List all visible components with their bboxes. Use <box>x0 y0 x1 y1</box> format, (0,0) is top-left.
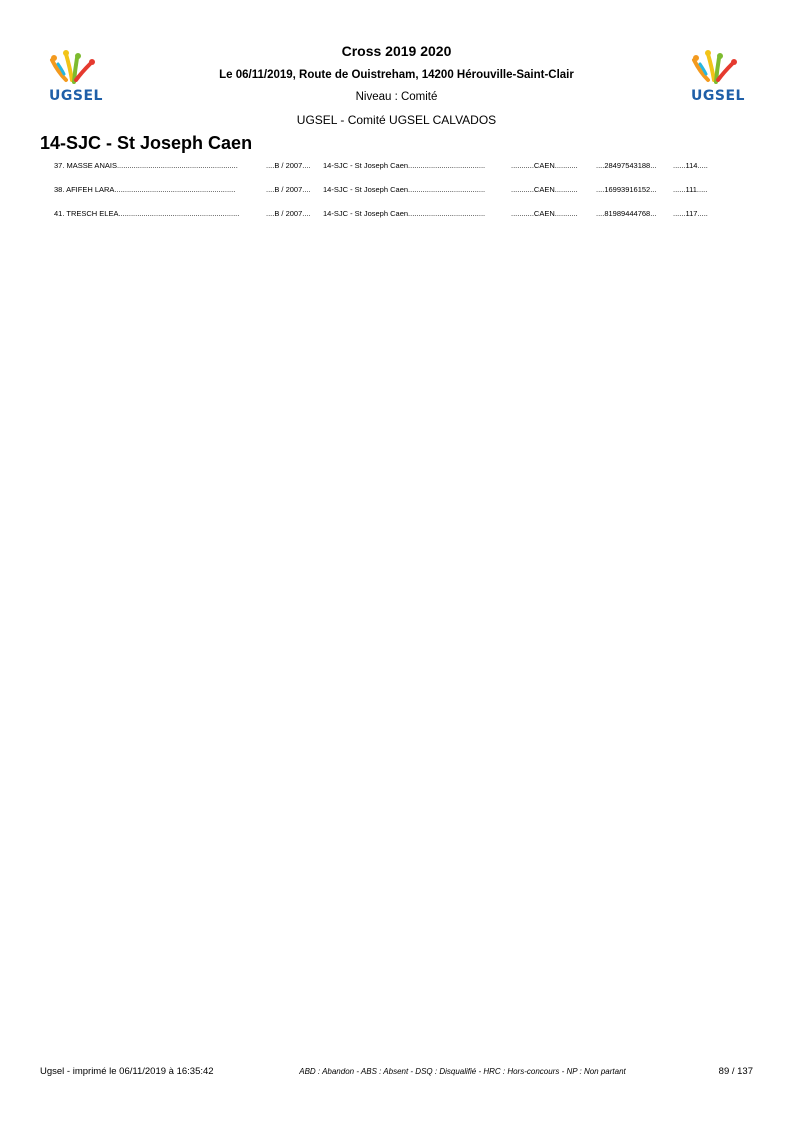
participant-name: 38. AFIFEH LARA.......................................................... <box>54 185 236 194</box>
participant-city: ...........CAEN........... <box>511 185 578 194</box>
participant-club: 14-SJC - St Joseph Caen..................................... <box>323 185 486 194</box>
participant-name: 37. MASSE ANAIS.......................................................... <box>54 161 238 170</box>
participant-name: 41. TRESCH ELEA.......................................................... <box>54 209 240 218</box>
participant-club: 14-SJC - St Joseph Caen..................................... <box>323 161 486 170</box>
participant-licence: ....81989444768... <box>596 209 657 218</box>
participant-club: 14-SJC - St Joseph Caen..................................... <box>323 209 486 218</box>
participant-licence: ....28497543188... <box>596 161 657 170</box>
participant-list <box>0 158 793 230</box>
participant-number: ......117..... <box>673 209 708 218</box>
event-level: Niveau : Comité <box>355 91 438 103</box>
event-organisation: UGSEL - Comité UGSEL CALVADOS <box>296 113 497 127</box>
ugsel-logo-text: UGSEL <box>691 88 745 104</box>
participant-row <box>0 182 793 206</box>
event-date-location: Le 06/11/2019, Route de Ouistreham, 14200 Hérouville-Saint-Clair <box>219 69 574 81</box>
participant-number: ......114..... <box>673 161 708 170</box>
participant-category: ....B / 2007.... <box>266 209 311 218</box>
participant-category: ....B / 2007.... <box>266 161 311 170</box>
participant-number: ......111..... <box>673 185 708 194</box>
page-number: 89 / 137 <box>718 1066 753 1077</box>
club-heading: 14-SJC - St Joseph Caen <box>40 133 253 153</box>
participant-city: ...........CAEN........... <box>511 209 578 218</box>
event-title: Cross 2019 2020 <box>341 43 452 59</box>
participant-row <box>0 206 793 230</box>
participant-category: ....B / 2007.... <box>266 185 311 194</box>
ugsel-logo-text: UGSEL <box>49 88 103 104</box>
participant-row <box>0 158 793 182</box>
print-timestamp: Ugsel - imprimé le 06/11/2019 à 16:35:42 <box>40 1066 214 1077</box>
participant-city: ...........CAEN........... <box>511 161 578 170</box>
participant-licence: ....16993916152... <box>596 185 657 194</box>
status-legend: ABD : Abandon - ABS : Absent - DSQ : Disqualifié - HRC : Hors-concours - NP : Non partant <box>299 1067 626 1076</box>
